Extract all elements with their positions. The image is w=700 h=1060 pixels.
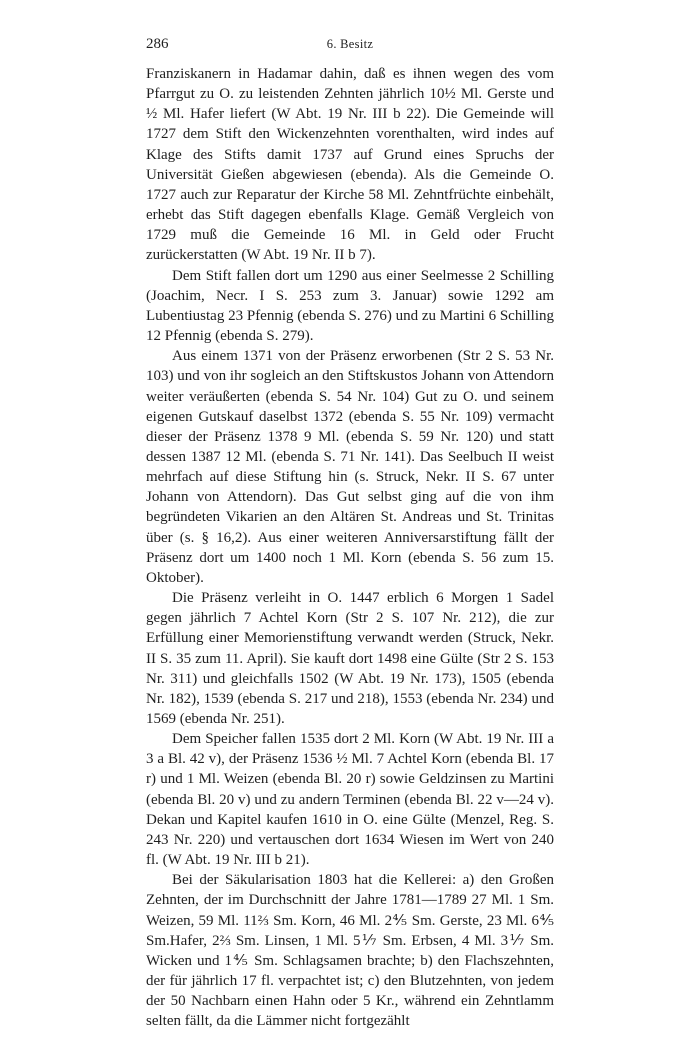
- running-head: 6. Besitz: [326, 37, 374, 51]
- paragraph: Dem Stift fallen dort um 1290 aus einer Seelmesse 2 Schilling (Joachim, Necr. I S. 253 zum 3. Januar) sowie 1292 am Lubentiustag 23 Pfennig (ebenda S. 276) und zu Martini 6 Schilling 12 Pfennig (ebenda S. 279).: [146, 267, 554, 345]
- paragraph: Franziskanern in Hadamar dahin, daß es ihnen wegen des vom Pfarrgut zu O. zu leistenden Zehnten jährlich 10½ Ml. Gerste und ½ Ml. Hafer liefert (W Abt. 19 Nr. III b 22). Die Gemeinde will 1727 dem Stift den Wickenzehnten vorenthalten, wird indes auf Klage des Stifts damit 1737 auf Grund eines Spruchs der Universität Gießen abgewiesen (ebenda). Als die Gemeinde O. 1727 auch zur Reparatur der Kirche 58 Ml. Zehntfrüchte einbehält, erhebt das Stift dagegen ebenfalls Klage. Gemäß Vergleich von 1729 muß die Gemeinde 16 Ml. in Geld oder Frucht zurückerstatten (W Abt. 19 Nr. II b 7).: [146, 66, 554, 264]
- paragraph: Aus einem 1371 von der Präsenz erworbenen (Str 2 S. 53 Nr. 103) und von ihr sogleich an den Stiftskustos Johann von Attendorn weiter veräußerten (ebenda S. 54 Nr. 104) Gut zu O. und seinem eigenen Gutskauf daselbst 1372 (ebenda S. 55 Nr. 109) vermacht dieser der Präsenz 1378 9 Ml. (ebenda S. 59 Nr. 120) und statt dessen 1387 12 Ml. (ebenda S. 71 Nr. 141). Das Seelbuch II weist mehrfach auf diese Stiftung hin (s. Struck, Nekr. II S. 67 unter Johann von Attendorn). Das Gut selbst ging auf die von ihm begründeten Vikarien an den Altären St. Andreas und St. Trinitas über (s. § 16,2). Aus einer weiteren Anniversarstiftung fällt der Präsenz dort um 1400 noch 1 Ml. Korn (ebenda S. 56 zum 15. Oktober).: [146, 348, 554, 586]
- paragraph: Die Präsenz verleiht in O. 1447 erblich 6 Morgen 1 Sadel gegen jährlich 7 Achtel Korn (Str 2 S. 107 Nr. 212), die zur Erfüllung einer Memorienstiftung verwandt werden (Struck, Nekr. II S. 35 zum 11. April). Sie kauft dort 1498 eine Gülte (Str 2 S. 153 Nr. 311) und gleichfalls 1502 (W Abt. 19 Nr. 173), 1505 (ebenda Nr. 182), 1539 (ebenda S. 217 und 218), 1553 (ebenda Nr. 234) und 1569 (ebenda Nr. 251).: [146, 590, 554, 727]
- body-text: [146, 64, 554, 1032]
- paragraph: Dem Speicher fallen 1535 dort 2 Ml. Korn (W Abt. 19 Nr. III a 3 a Bl. 42 v), der Präsenz 1536 ½ Ml. 7 Achtel Korn (ebenda Bl. 17 r) und 1 Ml. Weizen (ebenda Bl. 20 r) sowie Geldzinsen zu Martini (ebenda Bl. 20 v) und zu andern Terminen (ebenda Bl. 22 v—24 v). Dekan und Kapitel kaufen 1610 in O. eine Gülte (Menzel, Reg. S. 243 Nr. 220) und vertauschen dort 1634 Wiesen im Wert von 240 fl. (W Abt. 19 Nr. III b 21).: [146, 731, 554, 869]
- paragraph: Bei der Säkularisation 1803 hat die Kellerei: a) den Großen Zehnten, der im Durchschnitt der Jahre 1781—1789 27 Ml. 1 Sm. Weizen, 59 Ml. 11⅔ Sm. Korn, 46 Ml. 2⅘ Sm. Gerste, 23 Ml. 6⅘ Sm.Hafer, 2⅔ Sm. Linsen, 1 Ml. 5⅐ Sm. Erbsen, 4 Ml. 3⅐ Sm. Wicken und 1⅘ Sm. Schlagsamen brachte; b) den Flachszehnten, der für jährlich 17 fl. verpachtet ist; c) den Blutzehnten, von jedem der 50 Nachbarn einen Hahn oder 5 Kr., während ein Zehntlamm selten fällt, da die Lämmer nicht fortgezählt: [146, 872, 554, 1030]
- page-number: 286: [146, 36, 169, 52]
